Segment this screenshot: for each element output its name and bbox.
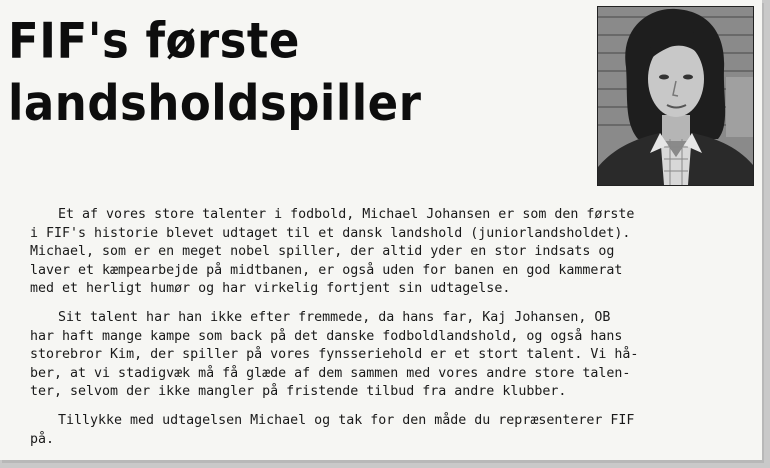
portrait-photo-icon: [597, 6, 754, 186]
headline-line-1: FIF's første: [8, 12, 300, 70]
article-body: [30, 206, 750, 459]
article-paragraph-2: Sit talent har han ikke efter fremmede, da hans far, Kaj Johansen, OB har haft mange kampe som back på det danske fodboldlandshold, og også hans storebror Kim, der spiller på vores fynsseriehold er et stort talent. Vi hå- ber, at vi stadigvæk må få glæde af dem sammen med vores andre store talen- ter, selvom der ikke mangler på fristende tilbud fra andre klubber.: [30, 309, 639, 400]
article-paragraph-1: Et af vores store talenter i fodbold, Michael Johansen er som den første i FIF's historie blevet udtaget til et dansk landshold (juniorlandsholdet). Michael, som er en meget nobel spiller, der altid yder en stor indsats og laver et kæmpearbejde på midtbanen, er også uden for banen en god kammerat med et herligt humør og har virkelig fortjent sin udtagelse.: [30, 207, 635, 297]
headline: [8, 10, 421, 135]
headline-line-2: landsholdspiller: [8, 74, 422, 133]
article-paragraph-3: Tillykke med udtagelsen Michael og tak for den måde du repræsenterer FIF på.: [30, 412, 635, 447]
